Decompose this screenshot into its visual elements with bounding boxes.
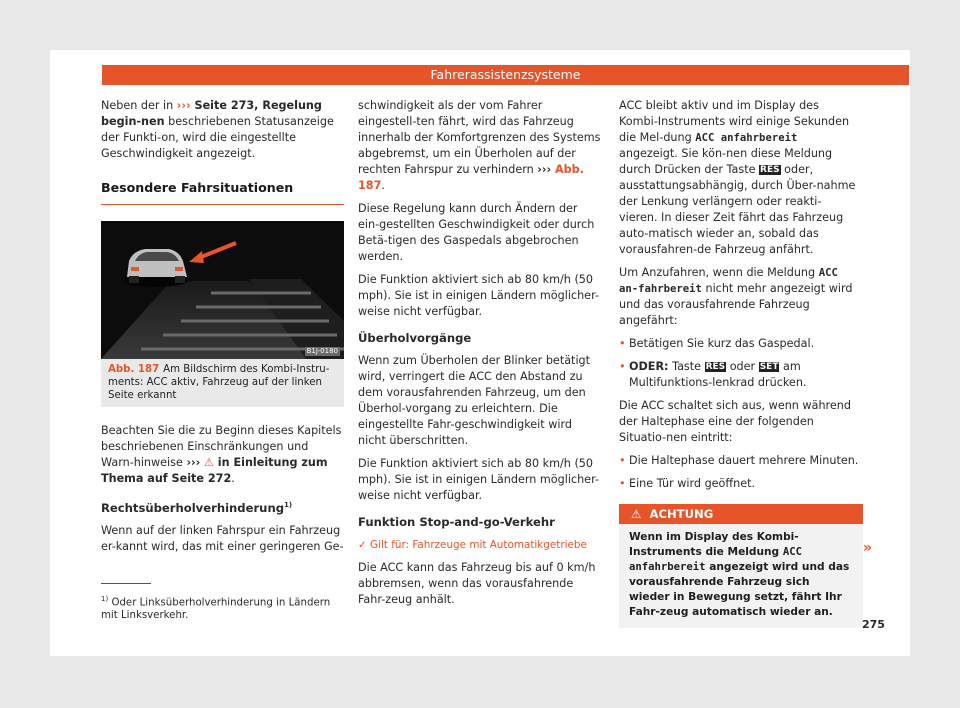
paragraph: Die ACC schaltet sich aus, wenn während der Haltephase eine der folgenden Situatio-nen eintritt:: [619, 399, 851, 444]
figure-instrument-display: [101, 221, 344, 359]
subheading-stop-and-go: Funktion Stop-and-go-Verkehr: [358, 515, 555, 529]
figure-link[interactable]: Abb. 187: [358, 163, 584, 192]
section-title: Besondere Fahrsituationen: [101, 180, 344, 205]
warning-header: [619, 504, 863, 524]
paragraph: Um Anzufahren, wenn die Meldung ACC an-fahrbereit nicht mehr angezeigt wird und das vorausfahrende Fahrzeug angefährt:: [619, 266, 853, 327]
paragraph: ACC bleibt aktiv und im Display des Kombi-Instruments wird einige Sekunden die Mel-dung ACC anfahrbereit angezeigt. Sie kön-nen diese Meldung durch Drücken der Taste RES oder, ausstattungsabhängig, durch Über-nahme der Lenkung verlängern oder reakti-vieren. In dieser Zeit fährt das Fahrzeug auto-matisch wieder an, sobald das vorausfahren-de Fahrzeug anfährt.: [619, 99, 856, 256]
column-3: [619, 98, 859, 628]
footnote: [101, 593, 346, 622]
bullet-item: • Eine Tür wird geöffnet.: [619, 476, 859, 492]
set-key-icon: SET: [759, 362, 779, 372]
figure-caption: [101, 359, 344, 407]
paragraph: Wenn zum Überholen der Blinker betätigt wird, verringert die ACC den Abstand zu dem vorausfahrenden Fahrzeug, um den Überhol-vorgang zu erleichtern. Die eingestellte Fahr-geschwindigkeit wird nicht überschritten.: [358, 354, 591, 447]
warning-icon: ⚠: [631, 507, 642, 521]
cross-reference-link[interactable]: in Einleitung zum Thema auf Seite 272: [101, 456, 328, 485]
res-key-icon: RES: [705, 362, 726, 372]
intro-paragraph: Neben der in ››› Seite 273, Regelung begin-nen beschriebenen Statusanzeige der Funkti-on, wird die eingestellte Geschwindigkeit angezeigt.: [101, 99, 334, 160]
bullet-item: • ODER: Taste RES oder SET am Multifunktions-lenkrad drücken.: [619, 359, 859, 391]
paragraph: Diese Regelung kann durch Ändern der ein-gestellten Geschwindigkeit oder durch Betä-tigen des Gaspedals abgebrochen werden.: [358, 202, 595, 263]
display-message: ACC an-fahrbereit: [619, 267, 838, 295]
paragraph: Wenn auf der linken Fahrspur ein Fahrzeug er-kannt wird, das mit einer geringeren Ge-: [101, 523, 344, 553]
caption-text: Am Bildschirm des Kombi-Instru-ments: ACC aktiv, Fahrzeug auf der linken Seite erkannt: [108, 364, 330, 401]
column-2: [358, 98, 602, 615]
bullet-item: • Die Haltephase dauert mehrere Minuten.: [619, 453, 859, 469]
validity-note: ✓ Gilt für: Fahrzeuge mit Automatikgetriebe: [358, 539, 587, 551]
caption-label: Abb. 187: [108, 364, 160, 375]
link-arrow[interactable]: ›››: [537, 163, 552, 176]
cross-reference-link[interactable]: Seite 273, Regelung begin-nen: [101, 99, 322, 128]
paragraph: Die Funktion aktiviert sich ab 80 km/h (50 mph). Sie ist in einigen Ländern möglicher-weise nicht verfügbar.: [358, 457, 599, 502]
warning-title: ACHTUNG: [649, 507, 714, 521]
warning-reference-paragraph: Beachten Sie die zu Beginn dieses Kapitels beschriebenen Einschränkungen und Warn-hinweise ››› ⚠ in Einleitung zum Thema auf Seite 272.: [101, 424, 342, 485]
footnote-marker: 1): [101, 595, 109, 603]
warning-box: [619, 504, 863, 628]
subheading-rechtsueberhol: Rechtsüberholverhinderung$^{1)}$: [101, 500, 293, 515]
manual-page: [50, 50, 910, 656]
res-key-icon: RES: [760, 165, 780, 175]
page-header: Fahrerassistenzsysteme: [102, 65, 909, 85]
link-arrow[interactable]: ›››: [186, 456, 201, 469]
display-message: ACC anfahrbereit: [695, 132, 798, 144]
display-message: ACC anfahrbereit: [629, 546, 802, 573]
paragraph: schwindigkeit als der vom Fahrer eingestell-ten fährt, wird das Fahrzeug innerhalb der Komfortgrenzen des Systems abgebremst, um ein Überholen auf der rechten Fahrspur zu verhindern ››› Abb. 187.: [358, 99, 601, 192]
footnote-marker: 1): [284, 501, 293, 509]
figure-illustration: [101, 221, 344, 359]
figure-id: B1J-0180: [306, 347, 338, 355]
paragraph: Die Funktion aktiviert sich ab 80 km/h (50 mph). Sie ist in einigen Ländern möglicher-weise nicht verfügbar.: [358, 273, 599, 318]
warning-text: Wenn im Display des Kombi-Instruments die Meldung ACC anfahrbereit angezeigt wird und das vorausfahrende Fahrzeug sich wieder in Bewegung setzt, fährt Ihr Fahr-zeug automatisch wieder an.: [619, 524, 863, 628]
subheading-ueberholvorgaenge: Überholvorgänge: [358, 331, 472, 345]
page-number: 275: [862, 618, 885, 631]
continue-arrow-icon: »: [863, 540, 873, 556]
warning-icon: ⚠: [203, 456, 214, 469]
paragraph: Die ACC kann das Fahrzeug bis auf 0 km/h abbremsen, wenn das vorausfahrende Fahr-zeug anhält.: [358, 561, 596, 606]
bullet-item: • Betätigen Sie kurz das Gaspedal.: [619, 336, 859, 352]
link-arrow[interactable]: ›››: [176, 99, 191, 112]
footnote-divider: [101, 583, 151, 584]
column-1: [101, 98, 344, 562]
footnote-text: Oder Linksüberholverhinderung in Ländern mit Linksverkehr.: [101, 597, 331, 622]
